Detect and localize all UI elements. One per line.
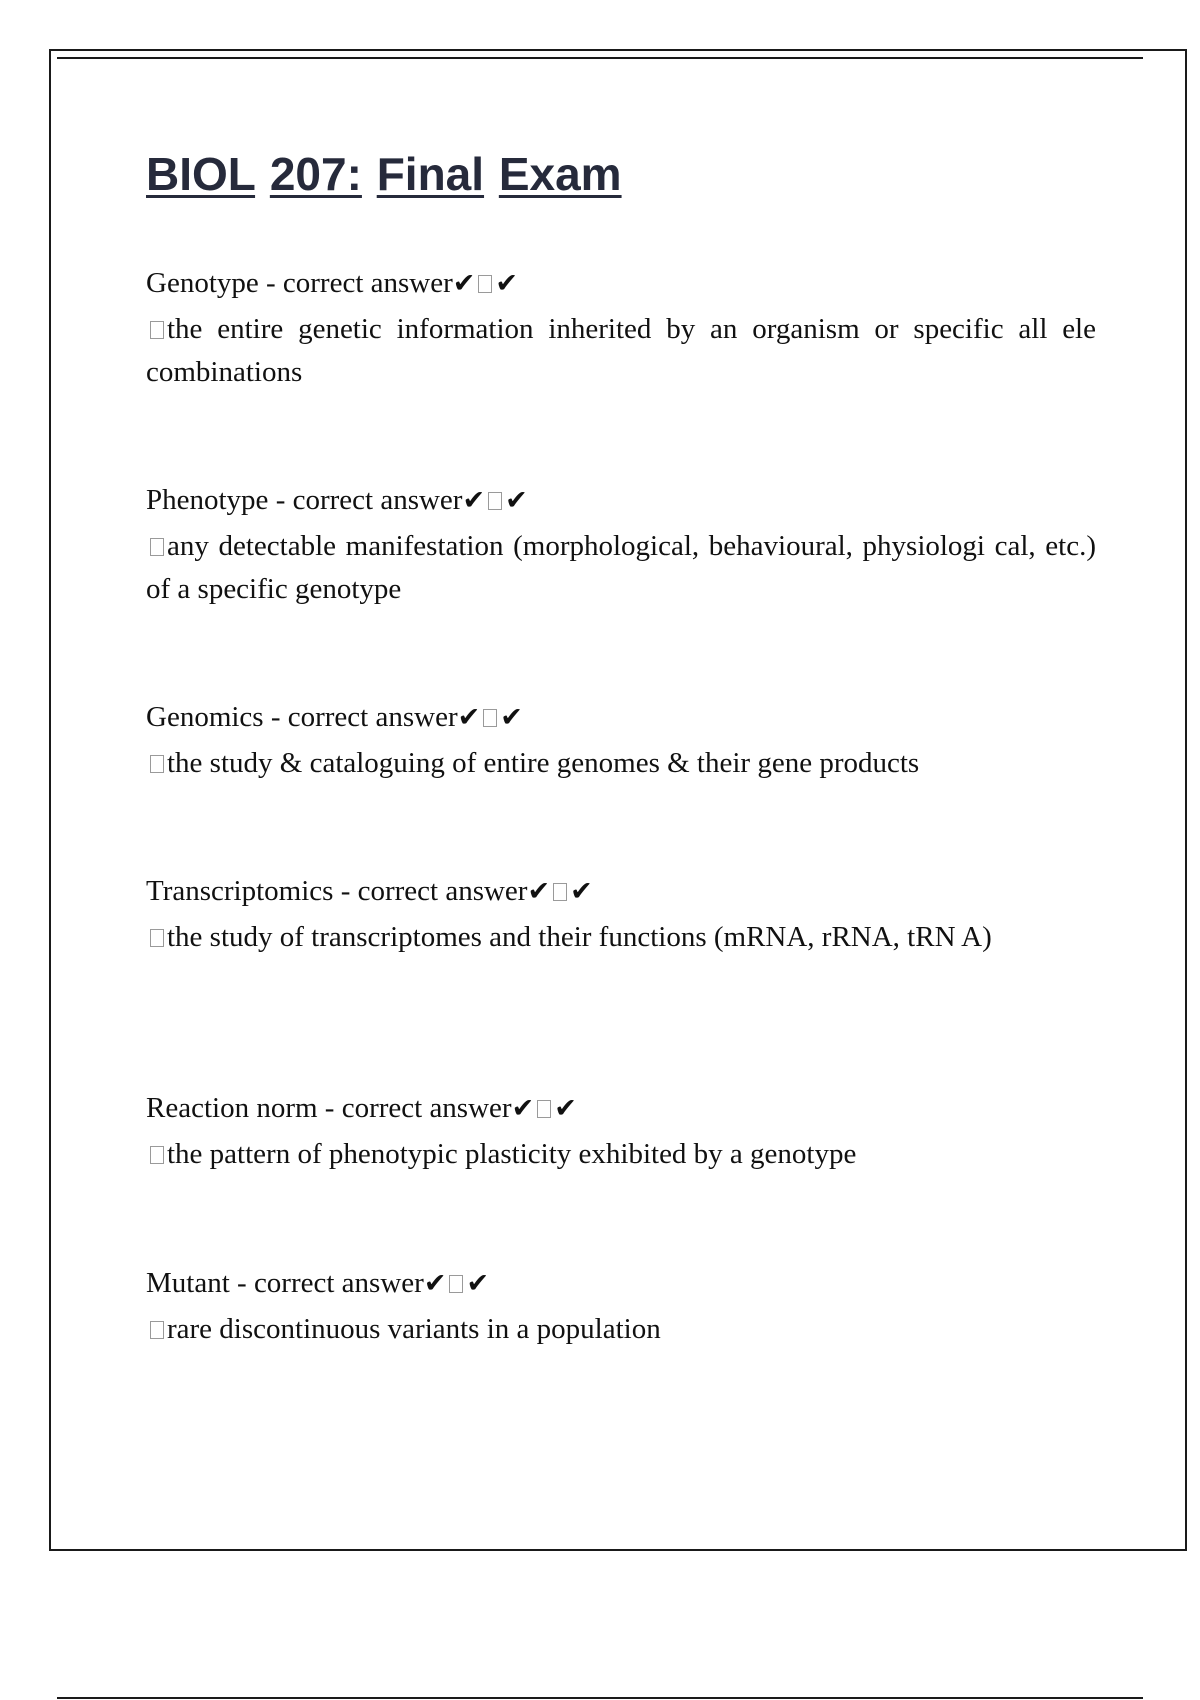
definition-body: any detectable manifestation (morphological, behavioural, physiologi cal, etc.) of a specific genotype — [146, 530, 1096, 605]
empty-box-icon — [150, 1321, 164, 1339]
term-label: Phenotype — [146, 484, 269, 516]
check-icon: ✔ — [527, 876, 551, 907]
term-label: Genomics — [146, 701, 264, 733]
definition-text — [146, 525, 1096, 611]
definition-text — [146, 308, 1096, 394]
term-label: Genotype — [146, 267, 259, 299]
check-icon: ✔ — [511, 1093, 535, 1124]
check-icon: ✔ — [457, 702, 481, 733]
title-word: 207: — [269, 148, 362, 200]
check-icon: ✔ — [423, 1268, 447, 1299]
check-icon: ✔ — [462, 485, 486, 516]
definition-text — [146, 742, 1096, 785]
definition-text — [146, 1133, 1096, 1176]
flashcard-entry — [146, 262, 1096, 394]
empty-box-icon — [483, 709, 497, 727]
definition-body: the entire genetic information inherited by an organism or specific all ele combinations — [146, 313, 1096, 388]
answer-suffix: - correct answer — [333, 875, 528, 907]
flashcard-entry — [146, 870, 1096, 959]
check-icon: ✔ — [466, 1268, 490, 1299]
flashcard-entry — [146, 1087, 1096, 1176]
check-icon: ✔ — [554, 1093, 577, 1124]
flashcard-entry — [146, 479, 1096, 611]
answer-suffix: - correct answer — [268, 484, 463, 516]
check-icon: ✔ — [495, 268, 519, 299]
term-label: Mutant — [146, 1267, 230, 1299]
check-icon: ✔ — [500, 702, 523, 733]
empty-box-icon — [488, 492, 502, 510]
term-line — [146, 870, 1096, 913]
answer-suffix: - correct answer — [317, 1092, 512, 1124]
bottom-rule — [57, 1697, 1143, 1699]
empty-box-icon — [150, 755, 164, 773]
definition-body: the pattern of phenotypic plasticity exhibited by a genotype — [167, 1138, 857, 1170]
definition-text — [146, 916, 1096, 959]
empty-box-icon — [150, 929, 164, 947]
empty-box-icon — [553, 883, 567, 901]
term-label: Reaction norm — [146, 1092, 318, 1124]
term-line — [146, 262, 1096, 305]
term-line — [146, 479, 1096, 522]
empty-box-icon — [150, 538, 164, 556]
definition-body: the study of transcriptomes and their functions (mRNA, rRNA, tRN A) — [167, 921, 992, 953]
definition-body: rare discontinuous variants in a population — [167, 1313, 661, 1345]
term-label: Transcriptomics — [146, 875, 334, 907]
definition-text — [146, 1308, 1096, 1351]
top-rule — [57, 57, 1143, 59]
empty-box-icon — [150, 1146, 164, 1164]
flashcard-entry — [146, 696, 1096, 785]
term-line — [146, 1087, 1096, 1130]
title-word: BIOL — [146, 148, 256, 200]
empty-box-icon — [150, 321, 164, 339]
definition-body: the study & cataloguing of entire genomes & their gene products — [167, 747, 920, 779]
empty-box-icon — [449, 1275, 463, 1293]
check-icon: ✔ — [570, 876, 593, 907]
answer-suffix: - correct answer — [229, 1267, 424, 1299]
check-icon: ✔ — [452, 268, 476, 299]
flashcard-entry — [146, 1262, 1096, 1351]
page-title — [146, 146, 622, 202]
empty-box-icon — [537, 1100, 551, 1118]
empty-box-icon — [478, 275, 492, 293]
term-line — [146, 1262, 1096, 1305]
title-word: Final — [376, 148, 485, 200]
title-word: Exam — [498, 148, 622, 200]
check-icon: ✔ — [505, 485, 528, 516]
answer-suffix: - correct answer — [258, 267, 453, 299]
term-line — [146, 696, 1096, 739]
answer-suffix: - correct answer — [263, 701, 458, 733]
